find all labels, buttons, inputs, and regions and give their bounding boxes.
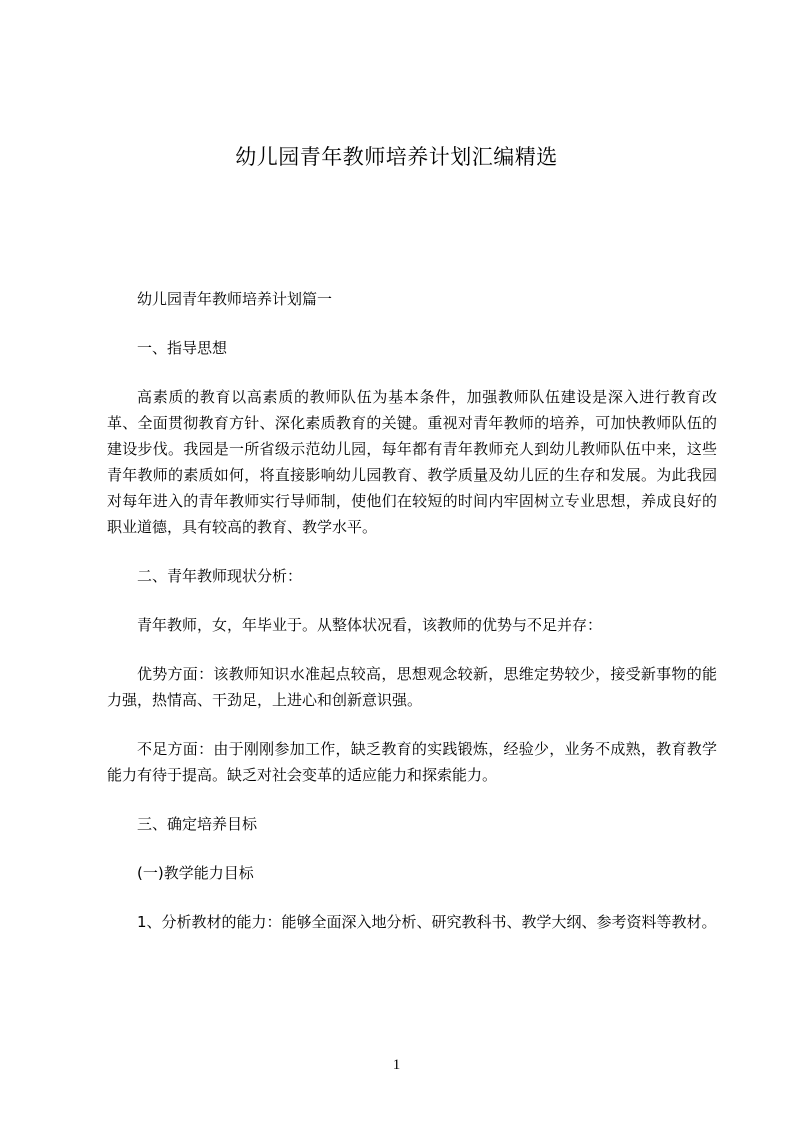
paragraph-strengths: 优势方面：该教师知识水准起点较高，思想观念较新，思维定势较少，接受新事物的能力强，热情高、干劲足，上进心和创新意识强。 [107, 665, 717, 709]
document-title: 幼儿园青年教师培养计划汇编精选 [235, 145, 558, 169]
subsection-heading-teaching-ability: (一)教学能力目标 [137, 864, 254, 882]
page-number: 1 [392, 1057, 401, 1073]
paragraph-textbook-analysis: 1、分析教材的能力：能够全面深入地分析、研究教科书、教学大纲、参考资料等教材。 [137, 913, 717, 931]
paragraph-teacher-overview: 青年教师，女，年毕业于。从整体状况看，该教师的优势与不足并存： [137, 616, 603, 634]
section-heading-status-analysis: 二、青年教师现状分析： [137, 567, 303, 585]
document-body [107, 286, 717, 958]
section-heading-plan-one: 幼儿园青年教师培养计划篇一 [137, 290, 333, 308]
section-heading-guiding-ideology: 一、指导思想 [137, 339, 228, 357]
paragraph-weaknesses: 不足方面：由于刚刚参加工作，缺乏教育的实践锻炼，经验少，业务不成熟，教育教学能力有待于提高。缺乏对社会变革的适应能力和探索能力。 [107, 740, 717, 784]
paragraph-guiding-ideology: 高素质的教育以高素质的教师队伍为基本条件，加强教师队伍建设是深入进行教育改革、全面贯彻教育方针、深化素质教育的关键。重视对青年教师的培养，可加快教师队伍的建设步伐。我园是一所省级示范幼儿园，每年都有青年教师充人到幼儿教师队伍中来，这些青年教师的素质如何，将直接影响幼儿园教育、教学质量及幼儿匠的生存和发展。为此我园对每年进入的青年教师实行导师制，使他们在较短的时间内牢固树立专业思想，养成良好的职业道德，具有较高的教育、教学水平。 [107, 388, 717, 536]
section-heading-training-goals: 三、确定培养目标 [137, 815, 258, 833]
